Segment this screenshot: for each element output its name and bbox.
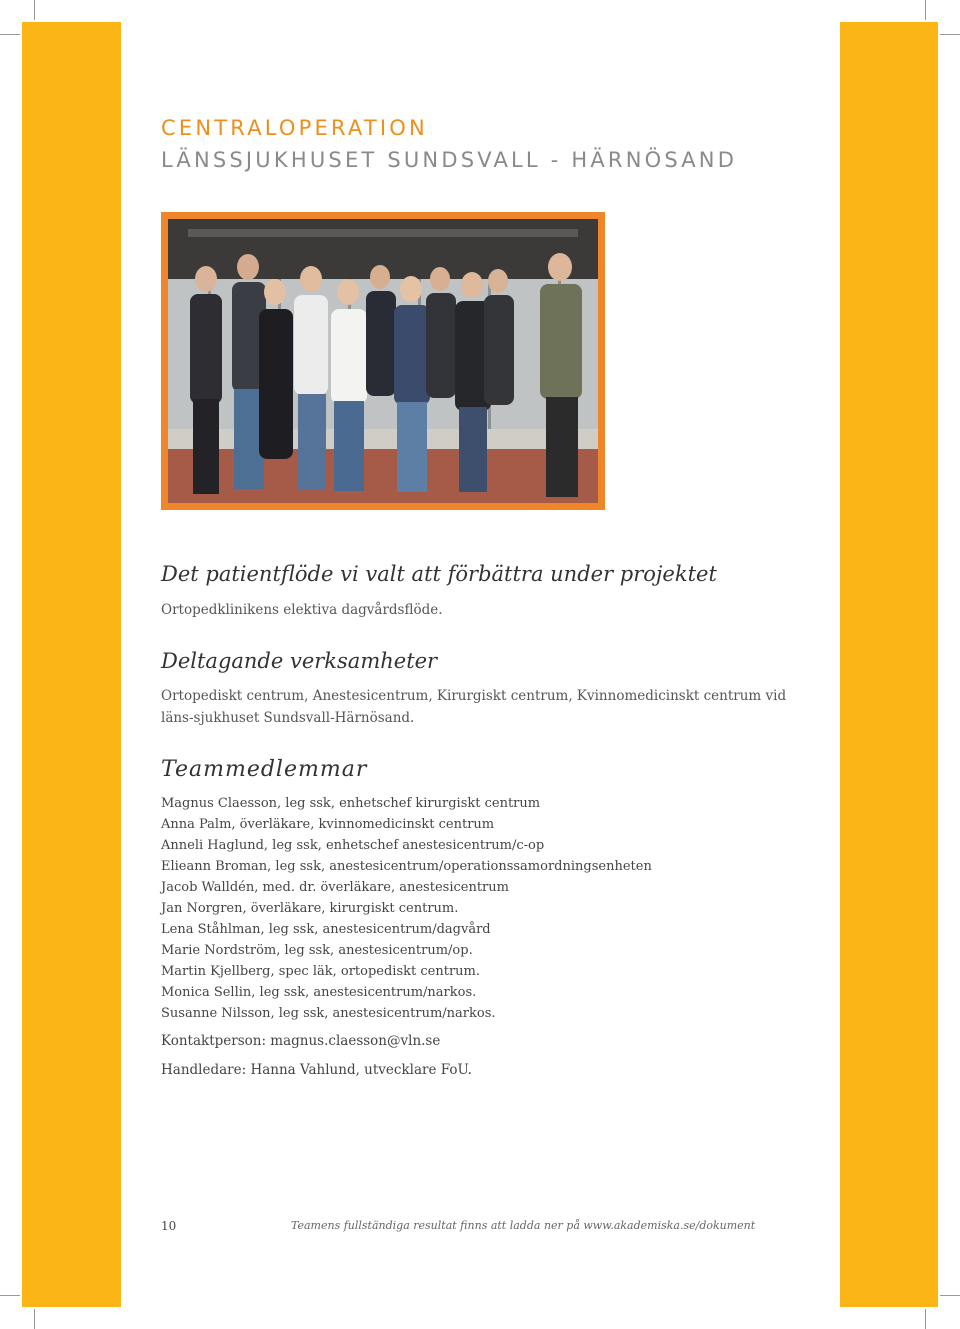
list-item: Anna Palm, överläkare, kvinnomedicinskt centrum	[161, 817, 495, 832]
crop-mark-bl-h	[0, 1295, 20, 1296]
left-yellow-band	[22, 22, 121, 1307]
crop-mark-br-h	[940, 1295, 960, 1296]
list-item: Martin Kjellberg, spec läk, ortopediskt centrum.	[161, 964, 480, 979]
list-item: Jan Norgren, överläkare, kirurgiskt centrum.	[161, 901, 459, 916]
list-item: Magnus Claesson, leg ssk, enhetschef kirurgiskt centrum	[161, 796, 541, 811]
team-photo-illustration	[168, 219, 598, 503]
page-title: CENTRALOPERATION	[161, 116, 428, 140]
page-subtitle: LÄNSSJUKHUSET SUNDSVALL - HÄRNÖSAND	[161, 148, 738, 172]
list-item: Monica Sellin, leg ssk, anestesicentrum/narkos.	[161, 985, 477, 1000]
crop-mark-tr-h	[940, 34, 960, 35]
crop-mark-tr-v	[925, 0, 926, 20]
team-member-list	[161, 793, 821, 1024]
crop-mark-tl-h	[0, 34, 20, 35]
crop-mark-bl-v	[34, 1309, 35, 1329]
patientflow-text: Ortopedklinikens elektiva dagvårdsflöde.	[161, 602, 443, 618]
list-item: Lena Ståhlman, leg ssk, anestesicentrum/dagvård	[161, 922, 491, 937]
list-item: Elieann Broman, leg ssk, anestesicentrum/operationssamordningsenheten	[161, 859, 652, 874]
list-item: Jacob Walldén, med. dr. överläkare, anestesicentrum	[161, 880, 509, 895]
footer-note: Teamens fullständiga resultat finns att ladda ner på www.akademiska.se/dokument	[291, 1219, 756, 1232]
team-heading: Teammedlemmar	[161, 757, 368, 782]
list-item: Anneli Haglund, leg ssk, enhetschef anestesicentrum/c-op	[161, 838, 545, 853]
list-item: Marie Nordström, leg ssk, anestesicentrum/op.	[161, 943, 473, 958]
units-heading: Deltagande verksamheter	[161, 649, 438, 673]
list-item: Susanne Nilsson, leg ssk, anestesicentrum/narkos.	[161, 1006, 496, 1021]
units-text: Ortopediskt centrum, Anestesicentrum, Kirurgiskt centrum, Kvinnomedicinskt centrum vid läns-sjukhuset Sundsvall-Härnösand.	[161, 688, 787, 726]
patientflow-heading: Det patientflöde vi valt att förbättra under projektet	[161, 562, 717, 586]
team-photo	[161, 212, 605, 510]
supervisor: Handledare: Hanna Vahlund, utvecklare FoU.	[161, 1062, 472, 1078]
page-number: 10	[161, 1219, 177, 1233]
right-yellow-band	[840, 22, 938, 1307]
crop-mark-tl-v	[34, 0, 35, 20]
contact-person: Kontaktperson: magnus.claesson@vln.se	[161, 1033, 441, 1049]
crop-mark-br-v	[925, 1309, 926, 1329]
